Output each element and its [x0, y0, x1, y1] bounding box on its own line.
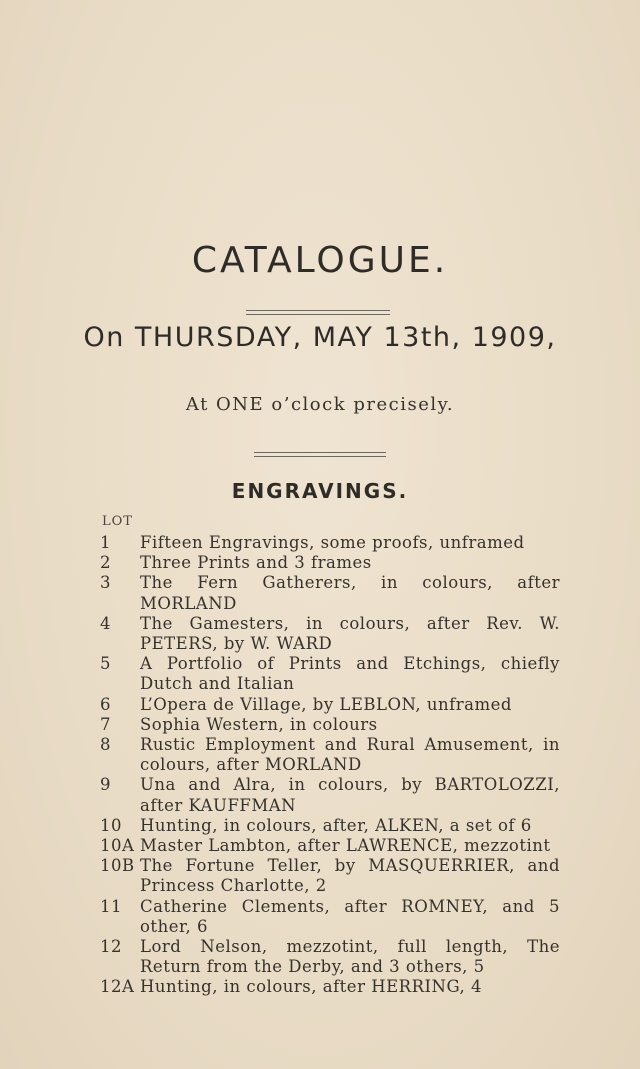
- lot-item: [100, 836, 560, 856]
- lot-number: 8: [100, 735, 111, 755]
- lot-description: Rustic Employment and Rural Amusement, in colours, after MORLAND: [140, 735, 560, 775]
- lot-item: [100, 553, 560, 573]
- lot-description: L’Opera de Village, by LEBLON, unframed: [140, 694, 512, 714]
- lot-item: [100, 816, 560, 836]
- lot-number: 3: [100, 573, 111, 593]
- lot-description: Master Lambton, after LAWRENCE, mezzotint: [140, 836, 551, 856]
- section-heading: ENGRAVINGS.: [231, 479, 409, 503]
- lot-number: 10: [100, 815, 122, 835]
- lot-description: Three Prints and 3 frames: [140, 553, 372, 573]
- lot-number: 7: [100, 714, 111, 734]
- lot-item: [100, 937, 560, 977]
- lot-item: [100, 856, 560, 896]
- lot-number: 9: [100, 775, 111, 795]
- lot-item: [100, 573, 560, 613]
- lot-number: 12: [100, 937, 122, 957]
- lot-description: Lord Nelson, mezzotint, full length, The Return from the Derby, and 3 others, 5: [140, 937, 560, 977]
- lot-description: A Portfolio of Prints and Etchings, chiefly Dutch and Italian: [140, 654, 560, 694]
- lot-description: Sophia Western, in colours: [140, 714, 378, 734]
- lot-number: 2: [100, 553, 111, 573]
- lot-description: Hunting, in colours, after HERRING, 4: [140, 977, 483, 997]
- lot-number: 5: [100, 654, 111, 674]
- lot-item: [100, 654, 560, 694]
- lot-list: [100, 533, 560, 998]
- lot-item: [100, 977, 560, 997]
- lot-description: The Gamesters, in colours, after Rev. W. PETERS, by W. WARD: [140, 613, 560, 654]
- lot-item: [100, 735, 560, 775]
- lot-description: Una and Alra, in colours, by BARTOLOZZI, after KAUFFMAN: [140, 775, 560, 815]
- lot-item: [100, 533, 560, 553]
- sale-time: At ONE o’clock precisely.: [185, 394, 455, 415]
- lot-number: 12A: [100, 977, 135, 997]
- lot-description: Hunting, in colours, after, ALKEN, a set of 6: [140, 815, 532, 835]
- lot-number: 10B: [100, 856, 135, 876]
- sale-date: On THURSDAY, MAY 13th, 1909,: [83, 322, 557, 353]
- page-title: CATALOGUE.: [191, 240, 449, 281]
- section-divider: [254, 452, 386, 457]
- lot-description: Fifteen Engravings, some proofs, unframed: [140, 533, 525, 552]
- lot-description: The Fortune Teller, by MASQUERRIER, and Princess Charlotte, 2: [140, 856, 560, 896]
- lot-item: [100, 775, 560, 815]
- lot-description: The Fern Gatherers, in colours, after MORLAND: [140, 573, 560, 613]
- lot-item: [100, 614, 560, 654]
- lot-number: 10A: [100, 836, 135, 856]
- lot-number: 4: [100, 613, 111, 633]
- lot-number: 1: [100, 533, 111, 552]
- lot-item: [100, 695, 560, 715]
- lot-number: 6: [100, 694, 111, 714]
- lot-item: [100, 897, 560, 937]
- lot-item: [100, 715, 560, 735]
- lot-column-header: LOT: [102, 514, 133, 529]
- lot-number: 11: [100, 896, 122, 916]
- title-divider: [246, 310, 390, 315]
- lot-description: Catherine Clements, after ROMNEY, and 5 other, 6: [140, 896, 560, 936]
